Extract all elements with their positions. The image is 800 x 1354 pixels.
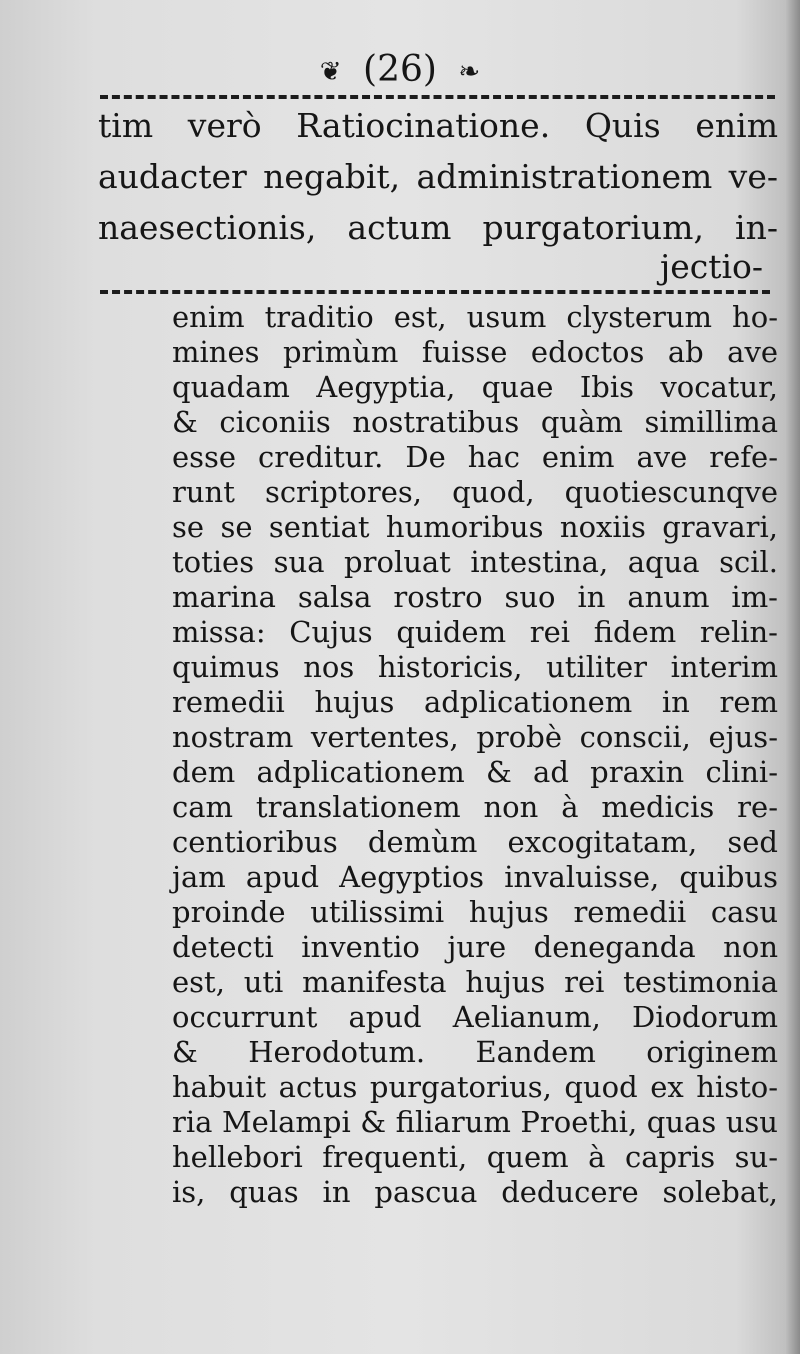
text-line: cam translationem non à medicis re- (172, 790, 778, 824)
text-line: habuit actus purgatorius, quod ex histo- (172, 1070, 778, 1104)
text-line: & ciconiis nostratibus quàm simillima (172, 405, 778, 439)
text-line: runt scriptores, quod, quotiescunqve (172, 475, 778, 509)
text-line: occurrunt apud Aelianum, Diodorum (172, 1000, 778, 1034)
text-line: quadam Aegyptia, quae Ibis vocatur, (172, 370, 778, 404)
text-line: is, quas in pascua deducere solebat, (172, 1175, 778, 1209)
page-number: (26) (363, 49, 437, 90)
text-line: centioribus demùm excogitatam, sed (172, 825, 778, 859)
text-line: hellebori frequenti, quem à capris su- (172, 1140, 778, 1174)
text-line: mines primùm fuisse edoctos ab ave (172, 335, 778, 369)
top-paragraph (98, 100, 778, 253)
text-line: & Herodotum. Eandem originem (172, 1035, 778, 1069)
text-line: naesectionis, actum purgatorium, in- (98, 208, 778, 247)
text-line: marina salsa rostro suo in anum im- (172, 580, 778, 614)
header-rule (100, 95, 775, 99)
body-paragraph (172, 300, 778, 1210)
ornament-right-icon: ❧ (458, 57, 481, 87)
text-line: se se sentiat humoribus noxiis gravari, (172, 510, 778, 544)
text-line: detecti inventio jure deneganda non (172, 930, 778, 964)
text-line: dem adplicationem & ad praxin clini- (172, 755, 778, 789)
text-line: ria Melampi & filiarum Proethi, quas usu (172, 1105, 778, 1139)
text-line: est, uti manifesta hujus rei testimonia (172, 965, 778, 999)
catchword: jectio- (660, 247, 764, 286)
text-line: toties sua proluat intestina, aqua scil. (172, 545, 778, 579)
text-line: enim traditio est, usum clysterum ho- (172, 300, 778, 334)
ornament-left-icon: ❦ (319, 57, 342, 87)
text-line: missa: Cujus quidem rei fidem relin- (172, 615, 778, 649)
text-line: jam apud Aegyptios invaluisse, quibus (172, 860, 778, 894)
text-line: remedii hujus adplicationem in rem (172, 685, 778, 719)
page-edge-shadow (786, 0, 800, 1354)
text-line: tim verò Ratiocinatione. Quis enim (98, 106, 778, 145)
text-line: audacter negabit, administrationem ve- (98, 157, 778, 196)
text-line: esse creditur. De hac enim ave refe- (172, 440, 778, 474)
text-line: proinde utilissimi hujus remedii casu (172, 895, 778, 929)
section-rule (100, 290, 770, 294)
text-line: quimus nos historicis, utiliter interim (172, 650, 778, 684)
page-header (0, 42, 800, 98)
text-line: nostram vertentes, probè conscii, ejus- (172, 720, 778, 754)
